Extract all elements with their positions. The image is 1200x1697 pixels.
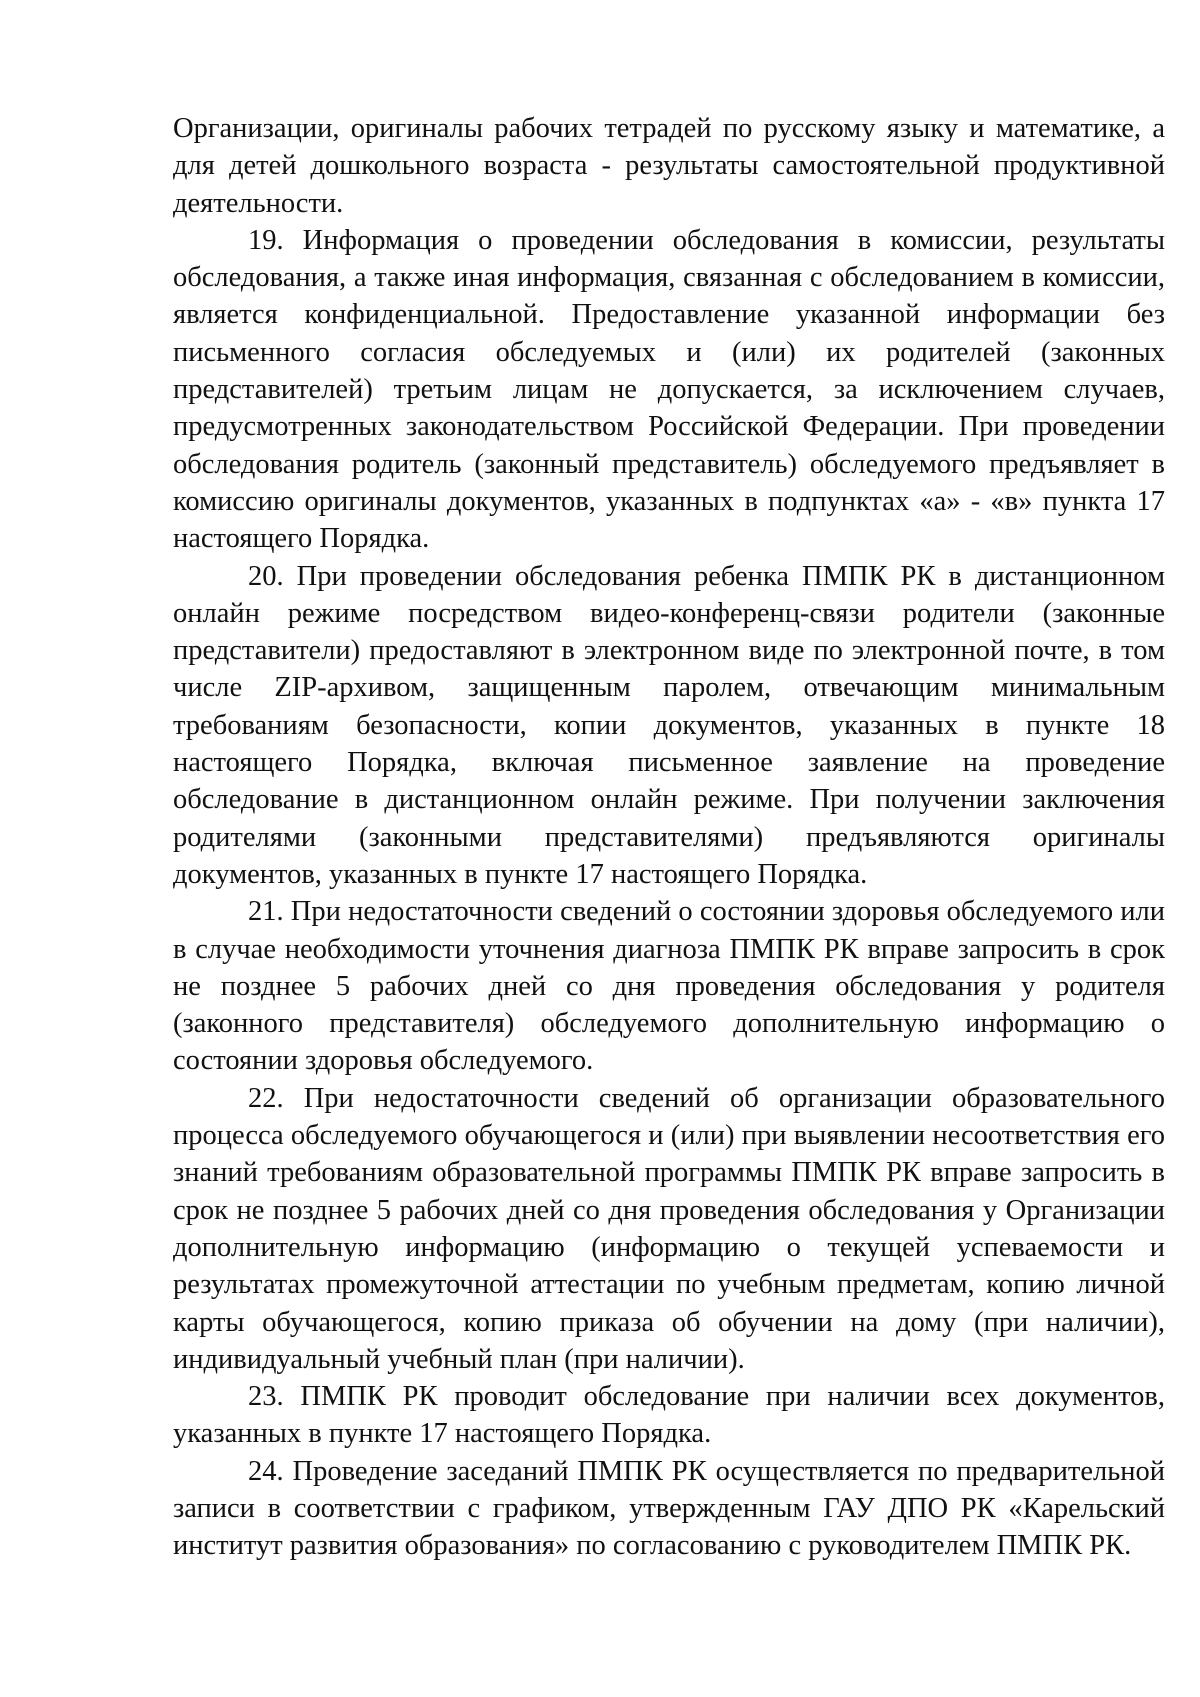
paragraph-19: 19. Информация о проведении обследования в комиссии, результаты обследования, а также иная информация, связанная с обследованием в комиссии, является конфиденциальной. Предоставление указанной информации без письменного согласия обследуемых и (или) их родителей (законных представителей) третьим лицам не допускается, за исключением случаев, предусмотренных законодательством Российской Федерации. При проведении обследования родитель (законный представитель) обследуемого предъявляет в комиссию оригиналы документов, указанных в подпунктах «а» - «в» пункта 17 настоящего Порядка. <box>173 224 1165 555</box>
paragraph-23: 23. ПМПК РК проводит обследование при наличии всех документов, указанных в пункте 17 настоящего Порядка. <box>173 1381 1165 1450</box>
paragraph-continuation: Организации, оригиналы рабочих тетрадей по русскому языку и математике, а для детей дошкольного возраста - результаты самостоятельной продуктивной деятельности. <box>173 113 1165 219</box>
paragraph-21: 21. При недостаточности сведений о состоянии здоровья обследуемого или в случае необходимости уточнения диагноза ПМПК РК вправе запросить в срок не позднее 5 рабочих дней со дня проведения обследования у родителя (законного представителя) обследуемого дополнительную информацию о состоянии здоровья обследуемого. <box>173 896 1165 1077</box>
paragraph-20: 20. При проведении обследования ребенка ПМПК РК в дистанционном онлайн режиме посредством видео-конференц-связи родители (законные представители) предоставляют в электронном виде по электронной почте, в том числе ZIP-архивом, защищенным паролем, отвечающим минимальным требованиям безопасности, копии документов, указанных в пункте 18 настоящего Порядка, включая письменное заявление на проведение обследование в дистанционном онлайн режиме. При получении заключения родителями (законными представителями) предъявляются оригиналы документов, указанных в пункте 17 настоящего Порядка. <box>173 560 1165 890</box>
paragraph-24: 24. Проведение заседаний ПМПК РК осуществляется по предварительной записи в соответствии с графиком, утвержденным ГАУ ДПО РК «Карельский институт развития образования» по согласованию с руководителем ПМПК РК. <box>173 1455 1165 1562</box>
document-body <box>173 110 1165 1565</box>
paragraph-22: 22. При недостаточности сведений об организации образовательного процесса обследуемого обучающегося и (или) при выявлении несоответствия его знаний требованиям образовательной программы ПМПК РК вправе запросить в срок не позднее 5 рабочих дней со дня проведения обследования у Организации дополнительную информацию (информацию о текущей успеваемости и результатах промежуточной аттестации по учебным предметам, копию личной карты обучающегося, копию приказа об обучении на дому (при наличии), индивидуальный учебный план (при наличии). <box>173 1082 1165 1375</box>
